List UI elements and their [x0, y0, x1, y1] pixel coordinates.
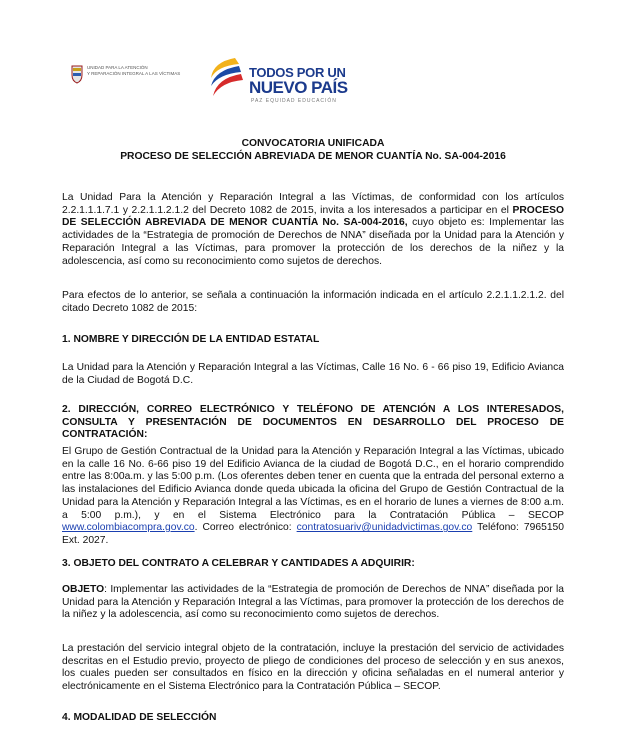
intro-text-2: Para efectos de lo anterior, se señala a continuación la información indicada en el artículo 2.2.1.1.2.1.2. del citado Decreto 1082 de 2015:: [62, 290, 564, 314]
section4-heading: 4. MODALIDAD DE SELECCIÓN: [62, 712, 217, 723]
section2-heading-text: 2. DIRECCIÓN, CORREO ELECTRÓNICO Y TELÉFONO DE ATENCIÓN A LOS INTERESADOS, CONSULTA Y PRESENTACIÓN DE DOCUMENTOS EN DESARROLLO DEL PROCESO DE CONTRATACIÓN:: [62, 404, 564, 441]
brand-tagline: PAZ EQUIDAD EDUCACIÓN: [251, 98, 337, 104]
section3-objeto: [62, 584, 564, 622]
email-link[interactable]: contratosuariv@unidadvictimas.gov.co: [296, 522, 473, 534]
coat-of-arms-icon: [70, 64, 84, 84]
intro-paragraph-2: [62, 290, 564, 315]
section1-text: La Unidad para la Atención y Reparación Integral a las Víctimas, Calle 16 No. 6 - 66 piso 19, Edificio Avianca de la Ciudad de Bogotá D.C.: [62, 362, 564, 386]
seal-text-line1: UNIDAD PARA LA ATENCIÓN: [87, 65, 148, 70]
section3-paragraph-2: [62, 643, 564, 694]
section1-heading: 1. NOMBRE Y DIRECCIÓN DE LA ENTIDAD ESTATAL: [62, 334, 320, 345]
intro-text-a: La Unidad Para la Atención y Reparación Integral a las Víctimas, de conformidad con los artículos 2.2.1.1.1.7.1 y 2.2.1.1.2.1.2 del Decreto 1082 de 2015, invita a los interesados a participar en el: [62, 192, 564, 216]
unidad-victimas-logo: [70, 62, 190, 94]
seal-text-line2: Y REPARACIÓN INTEGRAL A LAS VÍCTIMAS: [87, 71, 181, 76]
section3-heading: 3. OBJETO DEL CONTRATO A CELEBRAR Y CANTIDADES A ADQUIRIR:: [62, 558, 415, 569]
colombiacompra-link[interactable]: www.colombiacompra.gov.co: [62, 522, 195, 534]
section3-text-2: La prestación del servicio integral objeto de la contratación, incluye la prestación del servicio de actividades descritas en el Estudio previo, proyecto de pliego de condiciones del proceso de selección y en sus anexos, los cuales pueden ser consultados en físico en la dirección y oficina señaladas en el numeral anterior y electrónicamente en el Sistema Electrónico para la Contratación Pública – SECOP.: [62, 643, 564, 693]
todos-por-un-nuevo-pais-logo: [205, 52, 375, 112]
section2-text-b: . Correo electrónico:: [194, 522, 297, 534]
section2-heading: [62, 404, 564, 442]
brand-line1: TODOS POR UN: [249, 65, 346, 80]
intro-paragraph: [62, 192, 564, 268]
section2-body: [62, 446, 564, 548]
intro-text-b: cuyo objeto es: Implementar las actividades de la “Estrategia de promoción de Derechos de NNA” diseñada por la Unidad para la Atención y Reparación Integral a las Víctimas, para promover la protección de los derechos de la niñez y la adolescencia, así como su reconocimiento como sujetos de derechos.: [62, 217, 564, 267]
title-line2: PROCESO DE SELECCIÓN ABREVIADA DE MENOR CUANTÍA No. SA-004-2016: [120, 151, 506, 162]
brand-swoosh-icon: [205, 56, 247, 102]
intro-process-name: PROCESO DE SELECCIÓN ABREVIADA DE MENOR CUANTÍA No. SA-004-2016,: [62, 204, 564, 229]
brand-line2: NUEVO PAÍS: [249, 78, 348, 97]
section2-text-a: El Grupo de Gestión Contractual de la Unidad para la Atención y Reparación Integral a las Víctimas, ubicado en la calle 16 No. 6-66 piso 19 del Edificio Avianca de la ciudad de Bogotá D.C., en el horario comprendido entre las 8:00a.m. y las 5:00 p.m. (Los oferentes deben tener en cuenta que la entrada del personal externo a las instalaciones del Edificio Avianca donde queda ubicada la oficina del Grupo de Gestión Contractual de la Unidad para la Atención y Reparación Integral a las Víctimas, es en el horario de lunes a viernes de 8:00 a.m. a 5:00 p.m.), y en el Sistema Electrónico para la Contratación Pública – SECOP: [62, 446, 564, 521]
objeto-label: OBJETO: [62, 584, 105, 595]
section2-text-c: Teléfono: 7965150 Ext. 2027.: [62, 522, 564, 546]
document-header: [70, 52, 370, 112]
section1-body: [62, 362, 564, 387]
objeto-text: : Implementar las actividades de la “Estrategia de promoción de Derechos de NNA” diseñada por la Unidad para la Atención y Reparación Integral a las Víctimas, para promover la protección de los derechos de la niñez y la adolescencia, así como su reconocimiento como sujetos de derechos.: [62, 584, 564, 621]
title-line1: CONVOCATORIA UNIFICADA: [241, 138, 385, 149]
